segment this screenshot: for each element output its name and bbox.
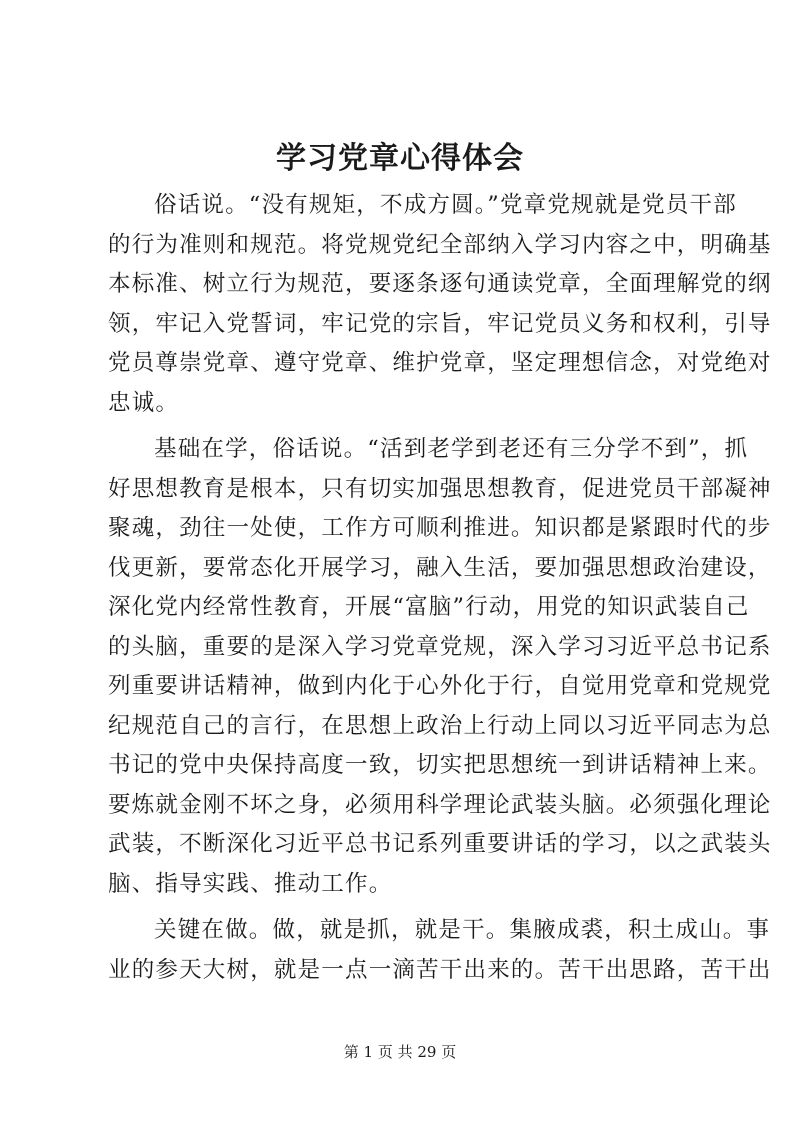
paragraph-1-line-2: 的行为准则和规范。将党规党纪全部纳入学习内容之中，明确基 xyxy=(108,231,772,258)
paragraph-2-line-4: 伐更新，要常态化开展学习，融入生活，要加强思想政治建设， xyxy=(108,554,772,581)
paragraph-spacer xyxy=(108,423,704,430)
paragraph-1-line-6: 忠诚。 xyxy=(108,389,180,416)
paragraph-1-line-4: 领，牢记入党誓词，牢记党的宗旨，牢记党员义务和权利，引导 xyxy=(108,310,772,337)
document-body xyxy=(108,186,772,990)
paragraph-2-line-10: 要炼就金刚不坏之身，必须用科学理论武装头脑。必须强化理论 xyxy=(108,791,772,818)
document-title: 学习党章心得体会 xyxy=(276,141,524,176)
paragraph-2-line-7: 列重要讲话精神，做到内化于心外化于行，自觉用党章和党规党 xyxy=(108,673,772,699)
paragraph-2-line-1: 基础在学，俗话说。“活到老学到老还有三分学不到”，抓 xyxy=(154,436,749,462)
paragraph-2-line-12: 脑、指导实践、推动工作。 xyxy=(108,870,393,897)
paragraph-2-line-3: 聚魂，劲往一处使，工作方可顺利推进。知识都是紧跟时代的步 xyxy=(108,515,772,541)
paragraph-3-line-2: 业的参天大树，就是一点一滴苦干出来的。苦干出思路，苦干出 xyxy=(108,956,772,983)
paragraph-3-line-1: 关键在做。做，就是抓，就是干。集腋成裘，积土成山。事 xyxy=(154,917,771,943)
paragraph-2-line-11: 武装，不断深化习近平总书记系列重要讲话的学习，以之武装头 xyxy=(108,831,772,857)
paragraph-1-line-1: 俗话说。“没有规矩，不成方圆。”党章党规就是党员干部 xyxy=(154,192,737,218)
paragraph-spacer xyxy=(108,904,704,911)
page-footer: 第 1 页 共 29 页 xyxy=(343,1043,457,1061)
paragraph-1-line-5: 党员尊崇党章、遵守党章、维护党章，坚定理想信念，对党绝对 xyxy=(108,350,772,376)
paragraph-2-line-2: 好思想教育是根本，只有切实加强思想教育，促进党员干部凝神 xyxy=(108,475,772,502)
paragraph-2-line-8: 纪规范自己的言行，在思想上政治上行动上同以习近平同志为总 xyxy=(108,712,772,739)
paragraph-1-line-3: 本标准、树立行为规范，要逐条逐句通读党章，全面理解党的纲 xyxy=(108,271,772,297)
paragraph-2-line-5: 深化党内经常性教育，开展“富脑”行动，用党的知识武装自己 xyxy=(108,594,750,620)
paragraph-2-line-9: 书记的党中央保持高度一致，切实把思想统一到讲话精神上来。 xyxy=(108,752,772,778)
paragraph-2-line-6: 的头脑，重要的是深入学习党章党规，深入学习习近平总书记系 xyxy=(108,633,772,660)
